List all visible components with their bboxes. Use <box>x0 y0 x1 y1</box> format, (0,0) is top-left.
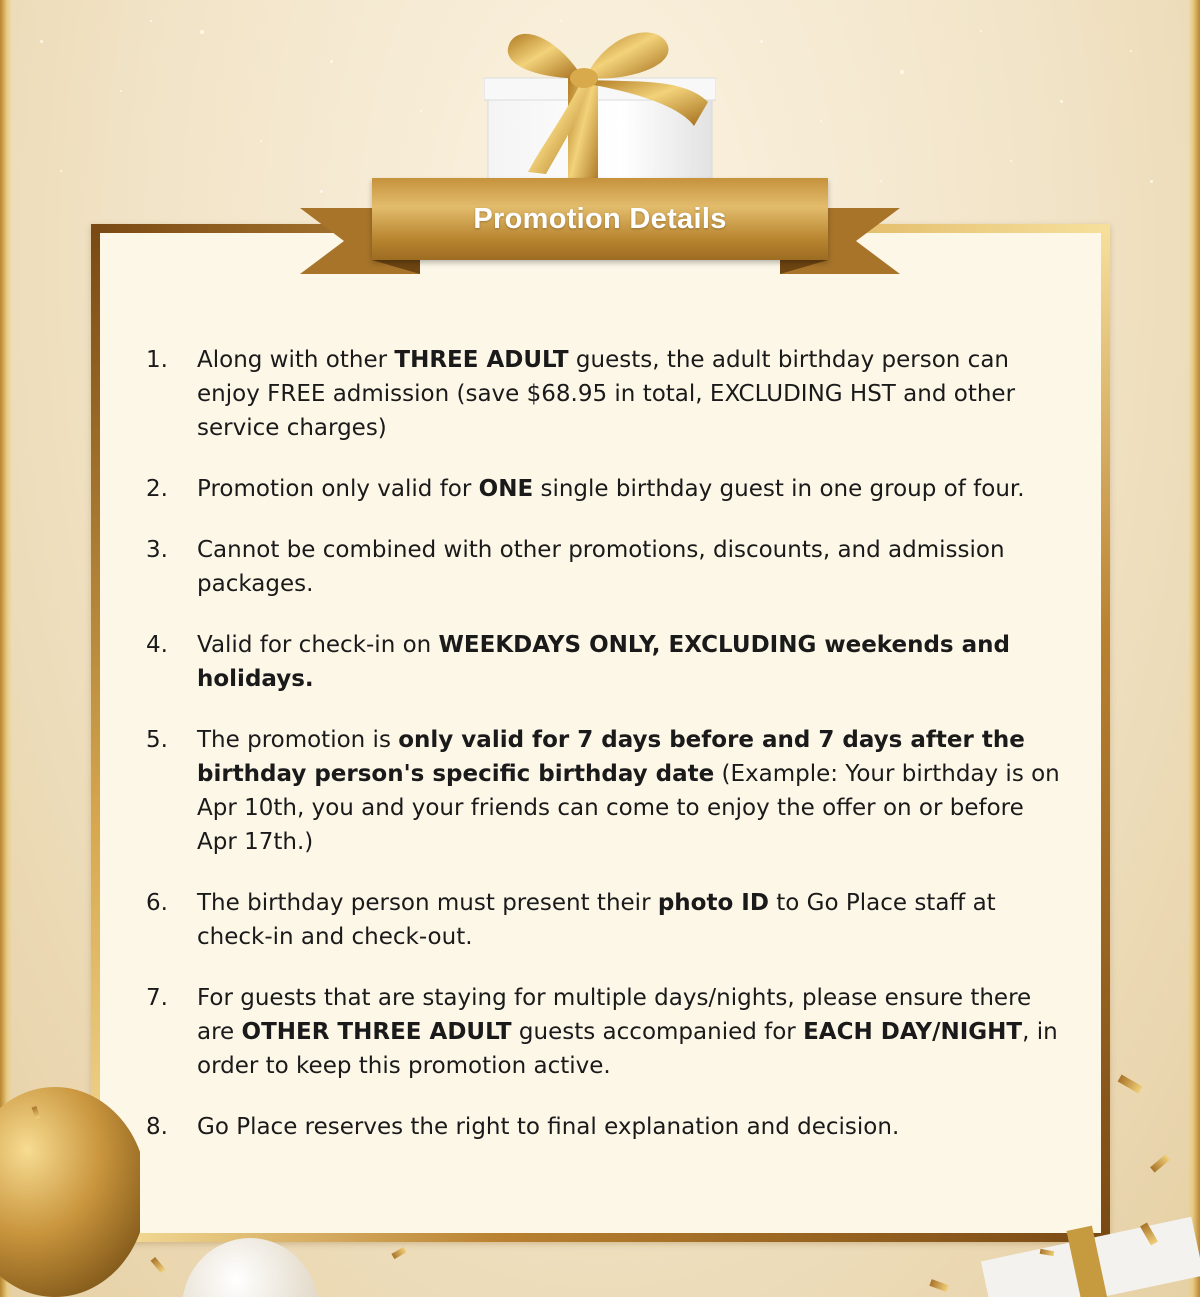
term-segment: (Example: Your birthday is on Apr 10th, you and your friends can come to enjoy the offer on or before Apr 17th.) <box>197 761 1060 855</box>
sparkle <box>900 70 904 74</box>
term-emphasis: only valid for 7 days before and 7 days after the birthday person's specific birthday date <box>197 727 1025 787</box>
balloon-icon <box>0 1062 140 1297</box>
term-item <box>146 343 1066 445</box>
sparkle <box>150 20 152 22</box>
term-number: 3. <box>146 537 168 563</box>
term-segment: Promotion only valid for <box>197 476 479 502</box>
term-number: 6. <box>146 890 168 916</box>
term-text <box>197 343 1066 445</box>
sparkle <box>1060 100 1063 103</box>
sparkle <box>60 170 62 172</box>
sparkle <box>200 30 204 34</box>
confetti-piece <box>391 1247 406 1259</box>
term-text <box>197 533 1066 601</box>
term-emphasis: THREE ADULT <box>394 347 569 373</box>
sparkle <box>330 60 333 63</box>
term-segment: guests, the adult birthday person can enjoy FREE admission (save $68.95 in total, EXCLUDING HST and other service charges) <box>197 347 1016 441</box>
term-segment: Cannot be combined with other promotions, discounts, and admission packages. <box>197 537 1005 597</box>
term-number: 4. <box>146 632 168 658</box>
sparkle <box>420 110 422 112</box>
term-number: 2. <box>146 476 168 502</box>
sparkle <box>120 90 122 92</box>
term-emphasis: ONE <box>478 476 534 502</box>
term-segment: single birthday guest in one group of four. <box>533 476 1025 502</box>
page-title: Promotion Details <box>473 202 727 235</box>
right-gold-edge <box>1188 0 1200 1297</box>
sparkle <box>1010 160 1012 162</box>
term-item <box>146 472 1066 506</box>
confetti-piece <box>1118 1075 1143 1094</box>
gift-box-icon <box>484 22 716 200</box>
term-emphasis: EACH DAY/NIGHT <box>803 1019 1023 1045</box>
term-text <box>197 981 1066 1083</box>
term-text <box>197 628 1066 696</box>
term-number: 8. <box>146 1114 168 1140</box>
term-item <box>146 981 1066 1083</box>
term-text <box>197 886 1066 954</box>
sparkle <box>1130 50 1132 52</box>
title-ribbon <box>300 178 900 298</box>
term-text <box>197 723 1066 859</box>
term-item <box>146 886 1066 954</box>
term-text <box>197 472 1066 506</box>
term-segment: For guests that are staying for multiple days/nights, please ensure there are <box>197 985 1032 1045</box>
sparkle <box>980 30 982 32</box>
term-emphasis: WEEKDAYS ONLY, EXCLUDING weekends and holidays. <box>197 632 1010 692</box>
term-segment: , in order to keep this promotion active. <box>197 1019 1058 1079</box>
term-segment: to Go Place staff at check-in and check-out. <box>197 890 996 950</box>
term-item <box>146 1110 1066 1144</box>
term-segment: guests accompanied for <box>511 1019 804 1045</box>
terms-list <box>146 343 1066 1171</box>
term-segment: Along with other <box>197 347 395 373</box>
sparkle <box>260 140 262 142</box>
term-item <box>146 723 1066 859</box>
term-segment: Go Place reserves the right to final explanation and decision. <box>197 1114 900 1140</box>
term-number: 7. <box>146 985 168 1011</box>
sparkle <box>820 120 822 122</box>
confetti-piece <box>929 1279 948 1292</box>
confetti-piece <box>1150 1154 1170 1172</box>
confetti-piece <box>151 1257 166 1273</box>
sparkle <box>760 40 763 43</box>
banner <box>372 178 828 260</box>
term-emphasis: OTHER THREE ADULT <box>241 1019 512 1045</box>
term-segment: The birthday person must present their <box>197 890 658 916</box>
term-number: 5. <box>146 727 168 753</box>
term-emphasis: photo ID <box>657 890 769 916</box>
term-segment: Valid for check-in on <box>197 632 439 658</box>
term-number: 1. <box>146 347 168 373</box>
sparkle <box>1150 180 1153 183</box>
term-segment: The promotion is <box>197 727 399 753</box>
balloon-icon-pearl <box>180 1238 320 1297</box>
term-item <box>146 533 1066 601</box>
sparkle <box>40 40 43 43</box>
term-text <box>197 1110 1066 1144</box>
present-icon <box>975 1200 1200 1297</box>
term-item <box>146 628 1066 696</box>
